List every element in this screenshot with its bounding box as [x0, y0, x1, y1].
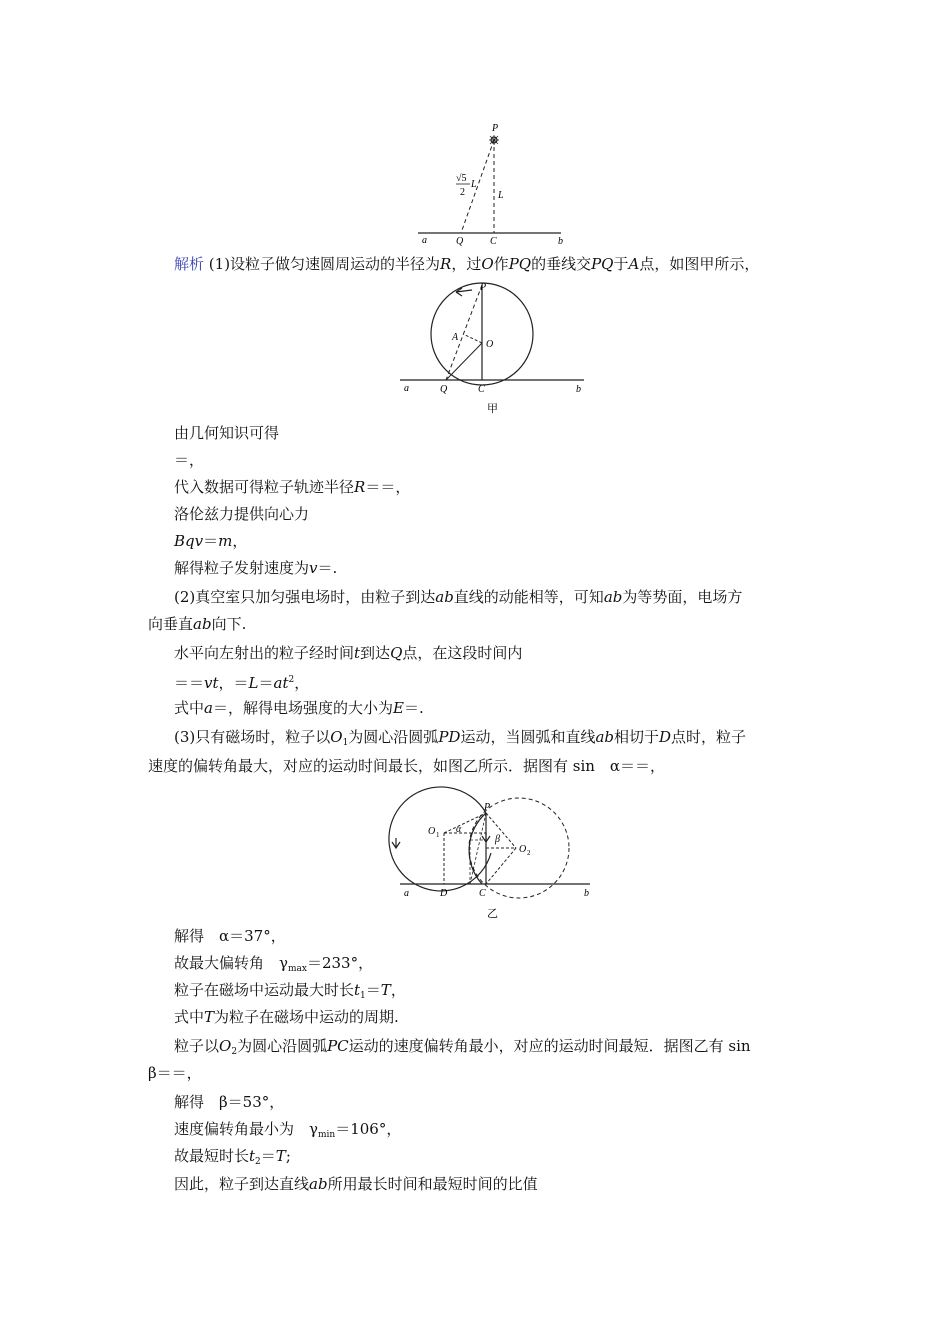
figure-jia [400, 282, 584, 415]
solution-line-5: 洛伦兹力提供向心力 [174, 505, 310, 523]
caption-jia: 甲 [487, 403, 498, 415]
segment-OQ [446, 343, 482, 380]
label-P: P [492, 123, 499, 134]
label-L: L [498, 190, 504, 201]
solution-line-9: 向垂直ab向下. [148, 615, 247, 633]
source-rays [489, 135, 499, 145]
label-O2: O [519, 844, 527, 855]
solution-line-3: ＝， [174, 451, 205, 469]
label-D: D [440, 888, 448, 899]
label-O1-sub: 1 [436, 831, 440, 839]
solution-line-7: 解得粒子发射速度为v＝. [174, 559, 338, 577]
solution-line-16: 故最大偏转角 $\gamma_{max}=233^\circ$， [174, 954, 374, 974]
label-O2-sub: 2 [527, 849, 531, 857]
arrow-left [392, 838, 400, 848]
label-b: b [576, 384, 581, 395]
label-C: C [490, 236, 497, 247]
analysis-tag: 解析 [174, 255, 205, 273]
label-O: O [486, 339, 494, 350]
label-P: P [484, 802, 491, 813]
label-Q: Q [440, 384, 448, 395]
solution-line-11: ＝＝vt，$=L=at^2$， [174, 674, 310, 692]
solution-line-15: 解得 α＝37°， [174, 927, 286, 945]
caption-yi: 乙 [487, 908, 498, 920]
solution-line-17: 粒子在磁场中运动最大时长$t_1=T$， [174, 981, 406, 1001]
label-C: C [478, 384, 485, 395]
label-b: b [584, 888, 589, 899]
solution-line-14: 速度的偏转角最大，对应的运动时间最长，如图乙所示．据图有 sin α＝＝， [148, 757, 666, 775]
label-O1: O [428, 826, 436, 837]
solution-line-1: 解析 (1)设粒子做匀速圆周运动的半径为R，过O作PQ的垂线交PQ于A点，如图甲所示， [174, 255, 760, 273]
solution-line-8: (2)真空室只加匀强电场时，由粒子到达ab直线的动能相等，可知ab为等势面，电场方 [174, 588, 743, 606]
solution-line-19: 粒子以$O_2$为圆心沿圆弧PC运动的速度偏转角最小，对应的运动时间最短．据图乙有 sin [174, 1037, 751, 1057]
solution-line-24: 因此，粒子到达直线ab所用最长时间和最短时间的比值 [174, 1175, 538, 1193]
solution-line-12: 式中a＝，解得电场强度的大小为E＝. [174, 699, 424, 717]
top-figure [418, 123, 563, 247]
label-beta: β [495, 834, 500, 845]
label-l: L [471, 179, 477, 190]
segment-OA [463, 334, 482, 343]
figure-yi [389, 787, 590, 920]
segment-PQ [461, 140, 494, 233]
label-C: C [479, 888, 486, 899]
dashed-rect [470, 840, 486, 884]
label-a: a [404, 383, 409, 394]
label-sqrt5: √5 [456, 173, 467, 184]
solution-line-4: 代入数据可得粒子轨迹半径R＝＝， [174, 478, 411, 496]
label-P: P [480, 282, 487, 293]
solution-line-18: 式中T为粒子在磁场中运动的周期. [174, 1008, 399, 1026]
segment-O1P [444, 813, 486, 833]
solution-line-10: 水平向左射出的粒子经时间t到达Q点，在这段时间内 [174, 644, 523, 662]
solution-line-21: 解得 β＝53°， [174, 1093, 285, 1111]
label-a: a [404, 888, 409, 899]
label-A: A [452, 332, 459, 343]
solution-line-23: 故最短时长$t_2=T$; [174, 1147, 291, 1167]
label-b: b [558, 236, 563, 247]
segment-PD [470, 813, 486, 884]
label-alpha: α [456, 824, 462, 835]
solution-line-13: (3)只有磁场时，粒子以$O_1$为圆心沿圆弧PD运动，当圆弧和直线ab相切于D点时，粒子 [174, 728, 747, 748]
solution-line-2: 由几何知识可得 [174, 424, 280, 442]
solution-line-20: β＝＝， [148, 1064, 202, 1082]
segment-PO2 [486, 813, 516, 848]
label-2: 2 [460, 187, 465, 198]
label-Q: Q [456, 236, 464, 247]
solution-line-22: 速度偏转角最小为 $\gamma_{min}=106^\circ$， [174, 1120, 402, 1140]
solution-line-6: Bqv＝m， [174, 532, 248, 550]
label-a: a [422, 235, 427, 246]
